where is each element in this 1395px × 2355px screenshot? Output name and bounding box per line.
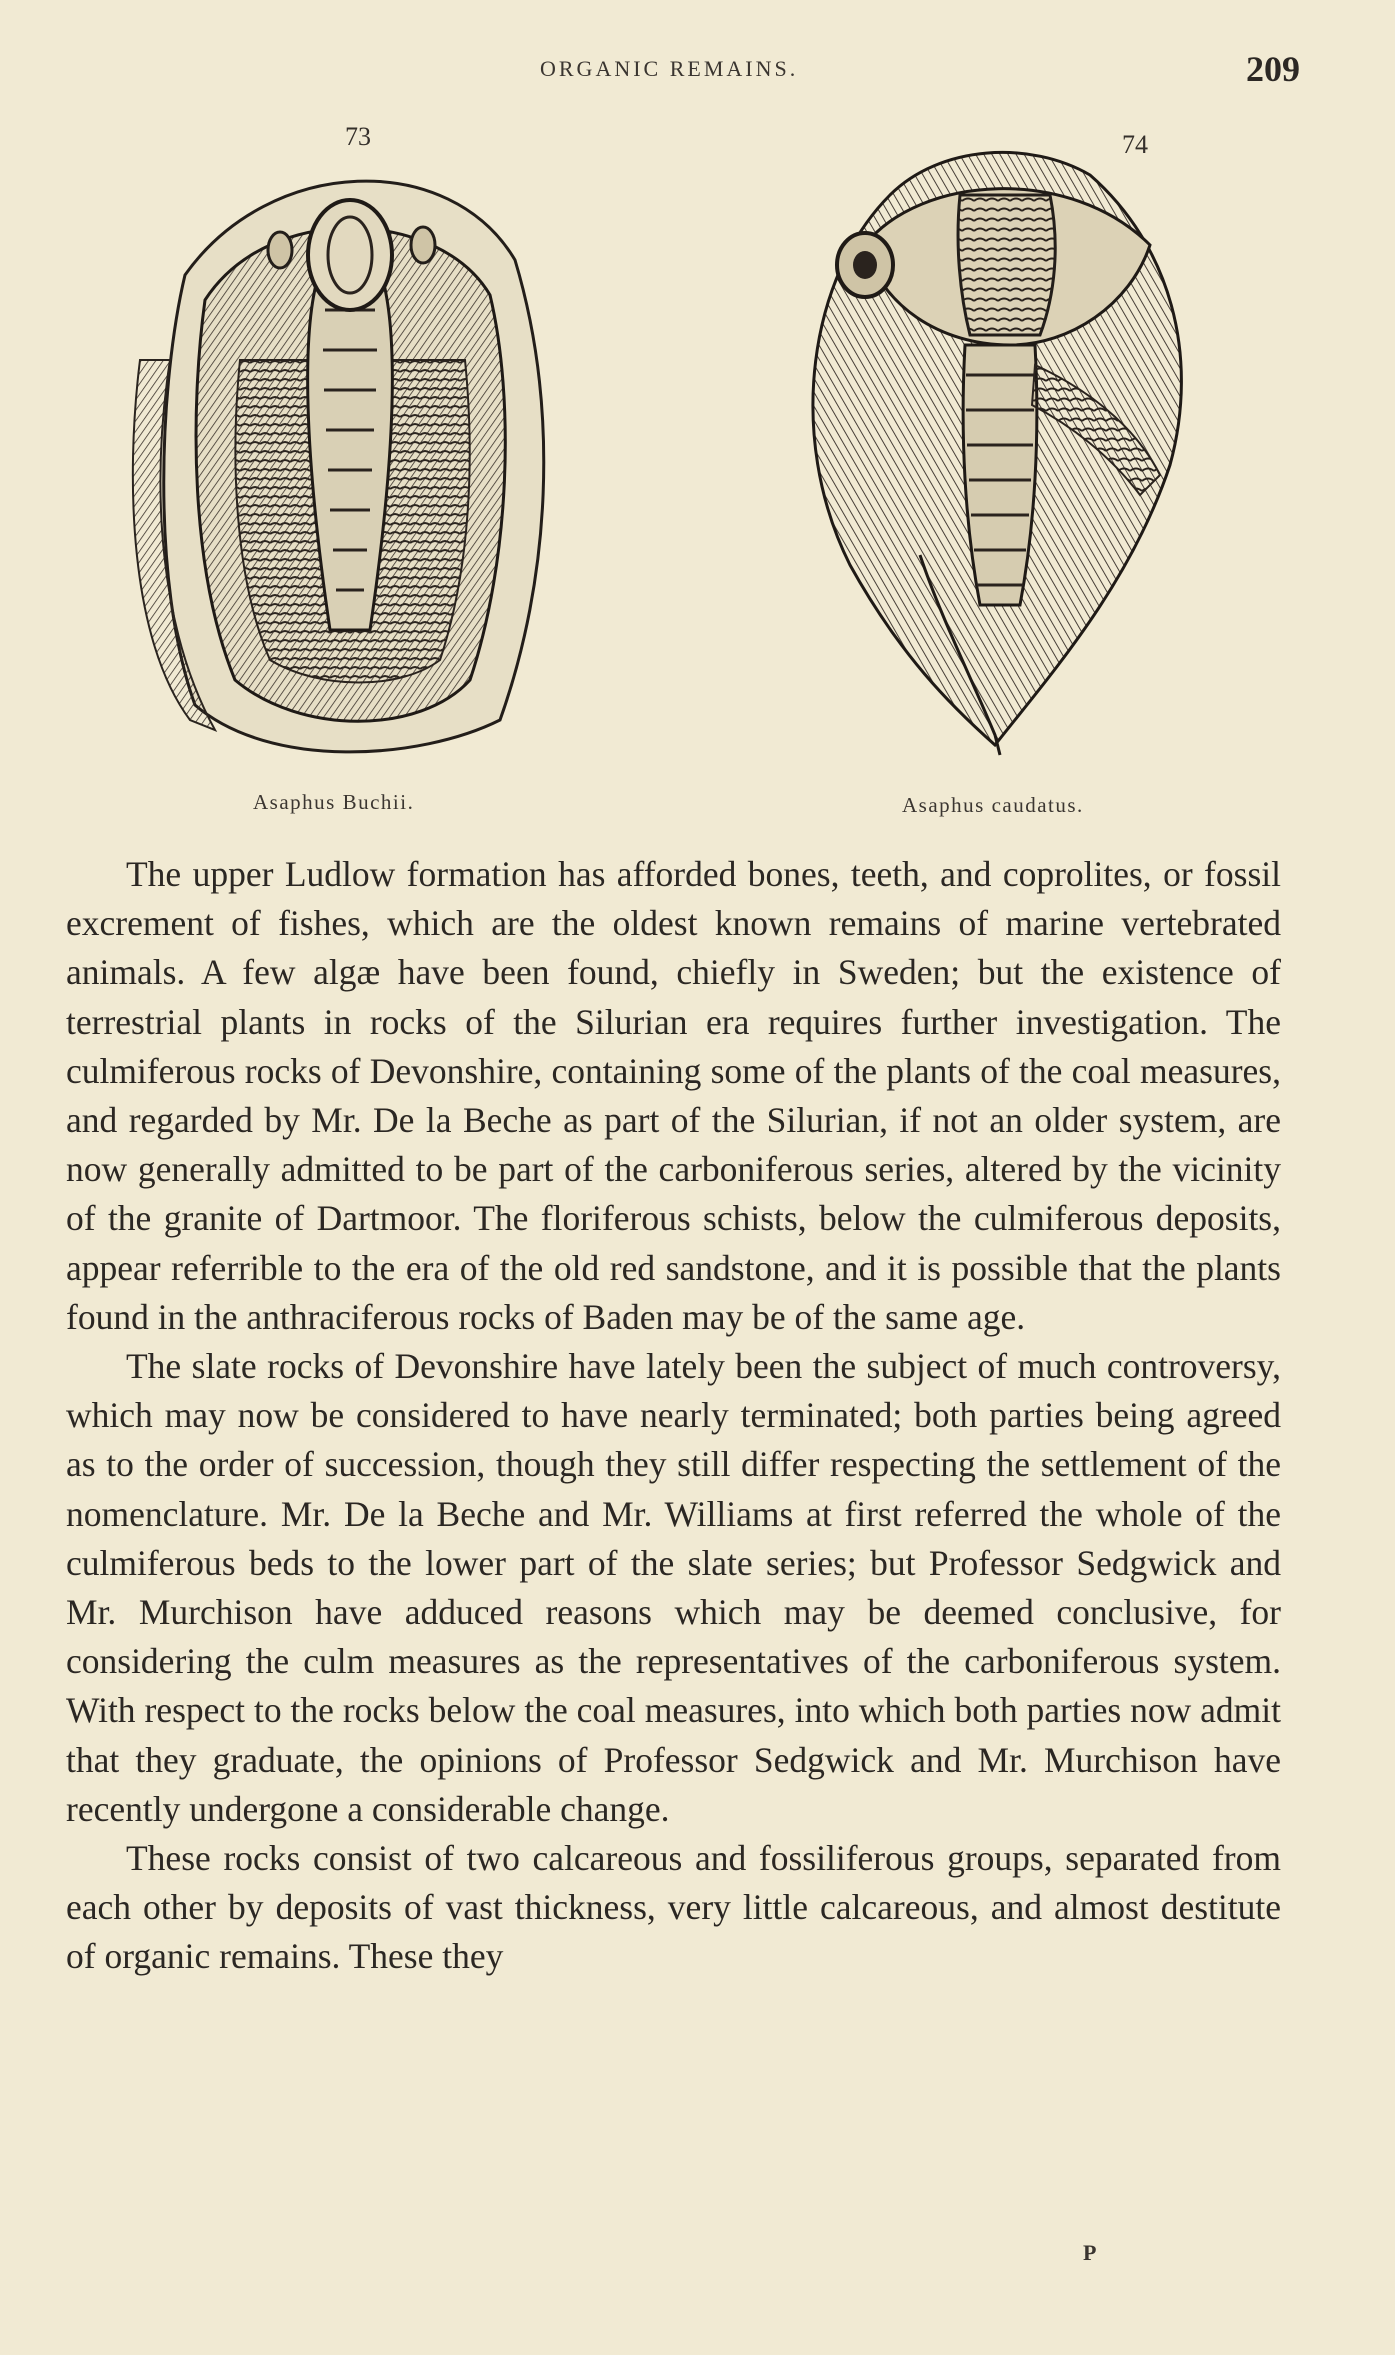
trilobite-engraving-asaphus-buchii [120,160,610,780]
body-text [66,850,1281,1982]
paragraph: The upper Ludlow formation has afforded bones, teeth, and coprolites, or fossil excrement of fishes, which are the oldest known remains of marine vertebrated animals. A few algæ have been found, chiefly in Sweden; but the existence of terrestrial plants in rocks of the Silurian era requires further investigation. The culmiferous rocks of Devonshire, containing some of the plants of the coal measures, and regarded by Mr. De la Beche as part of the Silurian, if not an older system, are now generally admitted to be part of the carboniferous series, altered by the vicinity of the granite of Dartmoor. The floriferous schists, below the culmiferous deposits, appear referrible to the era of the old red sandstone, and it is possible that the plants found in the anthraciferous rocks of Baden may be of the same age. [66,854,1281,1337]
figure-number-74: 74 [1122,130,1148,159]
caption-asaphus-caudatus: Asaphus caudatus. [902,793,1084,817]
running-head: ORGANIC REMAINS. [540,56,799,81]
signature-mark: P [1083,2240,1097,2265]
trilobite-engraving-asaphus-caudatus [770,135,1210,765]
paragraph: These rocks consist of two calcareous and fossiliferous groups, separated from each other by deposits of vast thickness, very little calcareous, and almost destitute of organic remains. These they [66,1838,1281,1977]
paragraph: The slate rocks of Devonshire have lately been the subject of much controversy, which may now be considered to have nearly terminated; both parties being agreed as to the order of succession, though they still differ respecting the settlement of the nomenclature. Mr. De la Beche and Mr. Williams at first referred the whole of the culmiferous beds to the lower part of the slate series; but Professor Sedgwick and Mr. Murchison have adduced reasons which may be deemed conclusive, for considering the culm measures as the representatives of the carboniferous system. With respect to the rocks below the coal measures, into which both parties now admit that they graduate, the opinions of Professor Sedgwick and Mr. Murchison have recently undergone a considerable change. [66,1346,1281,1829]
page-header [0,48,1395,88]
caption-asaphus-buchii: Asaphus Buchii. [253,790,415,814]
page-number: 209 [1246,49,1300,89]
figure-number-73: 73 [345,122,371,151]
